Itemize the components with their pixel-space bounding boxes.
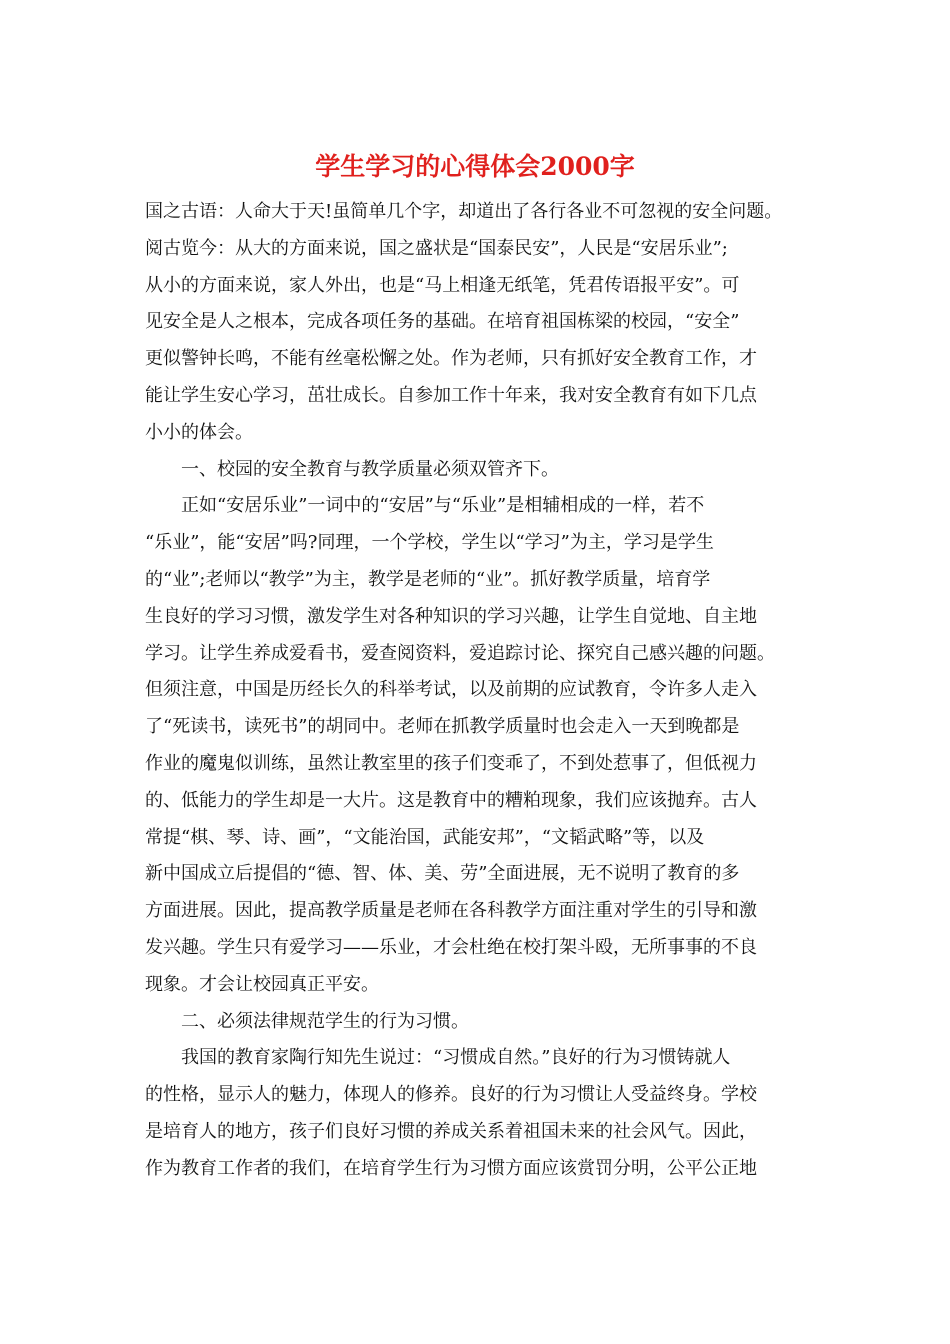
text-line: 作业的魔鬼似训练，虽然让教室里的孩子们变乖了，不到处惹事了，但低视力: [145, 752, 757, 774]
text-line: 更似警钟长鸣，不能有丝毫松懈之处。作为老师，只有抓好安全教育工作，才: [145, 348, 757, 370]
text-line: 国之古语：人命大于天!虽简单几个字，却道出了各行各业不可忽视的安全问题。: [145, 201, 783, 222]
text-line: 见安全是人之根本，完成各项任务的基础。在培育祖国栋梁的校园，“安全”: [145, 311, 740, 333]
text-line: 正如“安居乐业”一词中的“安居”与“乐业”是相辅相成的一样，若不: [181, 495, 705, 517]
document-body: [145, 194, 815, 1188]
text-line: 我国的教育家陶行知先生说过：“习惯成自然。”良好的行为习惯铸就人: [181, 1047, 731, 1069]
text-line: “乐业”，能“安居”吗?同理，一个学校，学生以“学习”为主，学习是学生: [145, 532, 714, 554]
text-line: 发兴趣。学生只有爱学习——乐业，才会杜绝在校打架斗殴，无所事事的不良: [145, 936, 757, 958]
text-line: 学习。让学生养成爱看书，爱查阅资料，爱追踪讨论、探究自己感兴趣的问题。: [145, 642, 775, 664]
text-line: 是培育人的地方，孩子们良好习惯的养成关系着祖国未来的社会风气。因此，: [145, 1120, 757, 1142]
text-line: 了“死读书，读死书”的胡同中。老师在抓教学质量时也会走入一天到晚都是: [145, 716, 740, 738]
text-line: 的“业”;老师以“教学”为主，教学是老师的“业”。抓好教学质量，培育学: [145, 568, 711, 590]
text-line: 但须注意，中国是历经长久的科举考试，以及前期的应试教育，令许多人走入: [145, 679, 757, 701]
text-line: 作为教育工作者的我们，在培育学生行为习惯方面应该赏罚分明，公平公正地: [145, 1157, 757, 1179]
text-line: 方面进展。因此，提高教学质量是老师在各科教学方面注重对学生的引导和激: [145, 900, 757, 922]
document-title: 学生学习的心得体会2000字: [315, 152, 635, 181]
text-line: 一、校园的安全教育与教学质量必须双管齐下。: [181, 458, 559, 480]
text-line: 新中国成立后提倡的“德、智、体、美、劳”全面进展，无不说明了教育的多: [145, 863, 740, 885]
text-line: 生良好的学习习惯，激发学生对各种知识的学习兴趣，让学生自觉地、自主地: [145, 605, 757, 627]
text-line: 能让学生安心学习，茁壮成长。自参加工作十年来，我对安全教育有如下几点: [145, 384, 757, 406]
text-line: 小小的体会。: [145, 421, 253, 443]
text-line: 常提“棋、琴、诗、画”，“文能治国，武能安邦”，“文韬武略”等，以及: [145, 826, 705, 848]
text-line: 的性格，显示人的魅力，体现人的修养。良好的行为习惯让人受益终身。学校: [145, 1084, 757, 1106]
text-line: 的、低能力的学生却是一大片。这是教育中的糟粕现象，我们应该抛弃。古人: [145, 789, 757, 811]
text-line: 从小的方面来说，家人外出，也是“马上相逢无纸笔，凭君传语报平安”。可: [145, 274, 740, 296]
text-line: 阅古览今：从大的方面来说，国之盛状是“国泰民安”，人民是“安居乐业”;: [145, 237, 728, 259]
text-line: 二、必须法律规范学生的行为习惯。: [181, 1010, 469, 1032]
text-line: 现象。才会让校园真正平安。: [145, 973, 379, 995]
